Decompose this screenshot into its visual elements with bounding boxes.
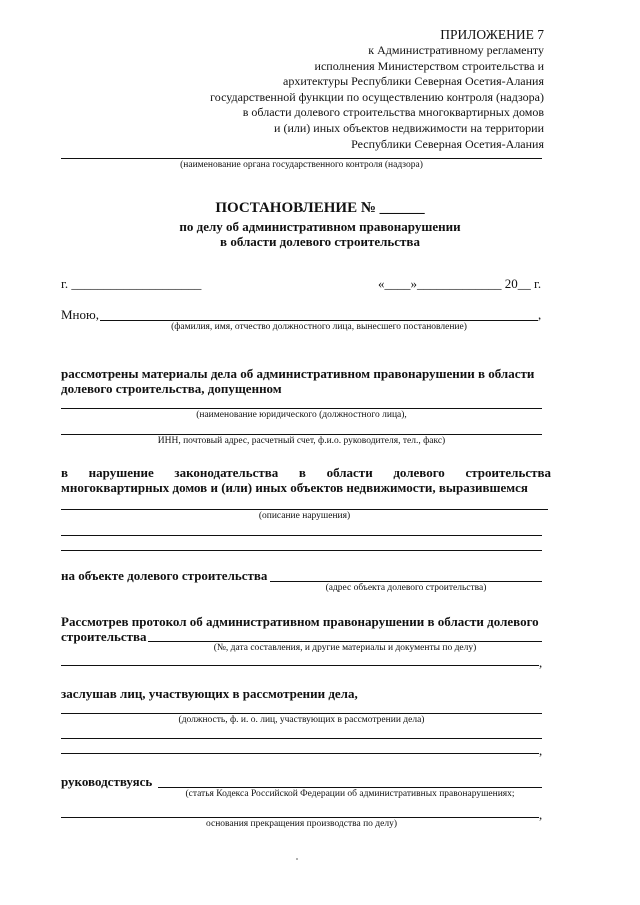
official-caption: (фамилия, имя, отчество должностного лица, вынесшего постановление) — [171, 322, 467, 332]
reviewed-text-2: долевого строительства, допущенном — [61, 381, 282, 396]
legal-basis-caption: (статья Кодекса Российской Федерации об административных правонарушениях; — [185, 789, 515, 799]
comma: , — [539, 655, 543, 670]
appendix-line: государственной функции по осуществлению контроля (надзора) — [210, 89, 544, 104]
protocol-text-1: Рассмотрев протокол об административном правонарушении в области долевого — [61, 614, 539, 629]
protocol-caption: (№, дата составления, и другие материалы и документы по делу) — [213, 643, 477, 653]
comma: , — [539, 807, 543, 822]
decree-subtitle-1: по делу об административном правонарушении — [179, 219, 461, 234]
guided-label: руководствуясь — [61, 774, 153, 789]
appendix-line: к Административному регламенту — [368, 43, 544, 57]
entity-name-line[interactable] — [61, 408, 542, 409]
heard-label: заслушав лиц, участвующих в рассмотрении дела, — [61, 686, 358, 701]
official-name-line[interactable] — [100, 320, 538, 321]
decree-title: ПОСТАНОВЛЕНИЕ № ______ — [215, 200, 425, 216]
organ-caption: (наименование органа государственного контроля (надзора) — [180, 160, 423, 170]
violation-text-1: в нарушение законодательства в области долевого строительства — [61, 465, 551, 480]
entity-details-line[interactable] — [61, 434, 542, 435]
entity-details-caption: ИНН, почтовый адрес, расчетный счет, ф.и.о. руководителя, тел., факс) — [157, 436, 446, 446]
violation-text-2: многоквартирных домов и (или) иных объектов недвижимости, выразившемся — [61, 480, 528, 495]
scan-speck — [296, 858, 298, 860]
decree-subtitle-2: в области долевого строительства — [220, 234, 420, 249]
comma: , — [539, 743, 543, 758]
by-me-label: Мною, — [61, 307, 99, 322]
protocol-details-line-2[interactable] — [61, 665, 539, 666]
appendix-line: в области долевого строительства многоквартирных домов — [242, 105, 544, 120]
object-caption: (адрес объекта долевого строительства) — [325, 583, 487, 593]
organ-name-line[interactable] — [61, 158, 542, 159]
participants-caption: (должность, ф. и. о. лиц, участвующих в рассмотрении дела) — [178, 715, 425, 725]
city-field[interactable]: г. ____________________ — [61, 276, 202, 291]
appendix-line: и (или) иных объектов недвижимости на территории — [274, 120, 544, 135]
comma: , — [538, 307, 542, 322]
protocol-details-line[interactable] — [148, 641, 542, 642]
participants-line-3[interactable] — [61, 753, 539, 754]
protocol-text-2: строительства — [61, 629, 147, 644]
violation-description-line-2[interactable] — [61, 535, 542, 536]
entity-caption: (наименование юридического (должностного лица), — [196, 410, 407, 420]
participants-line[interactable] — [61, 713, 542, 714]
termination-caption: основания прекращения производства по делу) — [206, 819, 397, 829]
legal-basis-line-2[interactable] — [61, 817, 539, 818]
legal-basis-line[interactable] — [158, 787, 542, 788]
date-field[interactable]: «____»_____________ 20__ г. — [378, 276, 542, 291]
object-label: на объекте долевого строительства — [61, 568, 268, 583]
appendix-line: Республики Северная Осетия-Алания — [351, 136, 544, 151]
appendix-line: исполнения Министерством строительства и — [314, 58, 544, 73]
violation-description-line[interactable] — [61, 509, 548, 510]
appendix-header — [210, 26, 544, 152]
violation-caption: (описание нарушения) — [258, 511, 351, 521]
participants-line-2[interactable] — [61, 738, 542, 739]
object-address-line[interactable] — [270, 581, 542, 582]
appendix-number: ПРИЛОЖЕНИЕ 7 — [440, 27, 544, 42]
violation-description-line-3[interactable] — [61, 550, 542, 551]
appendix-line: архитектуры Республики Северная Осетия-Алания — [283, 74, 544, 89]
reviewed-text-1: рассмотрены материалы дела об административном правонарушении в области — [61, 366, 535, 381]
